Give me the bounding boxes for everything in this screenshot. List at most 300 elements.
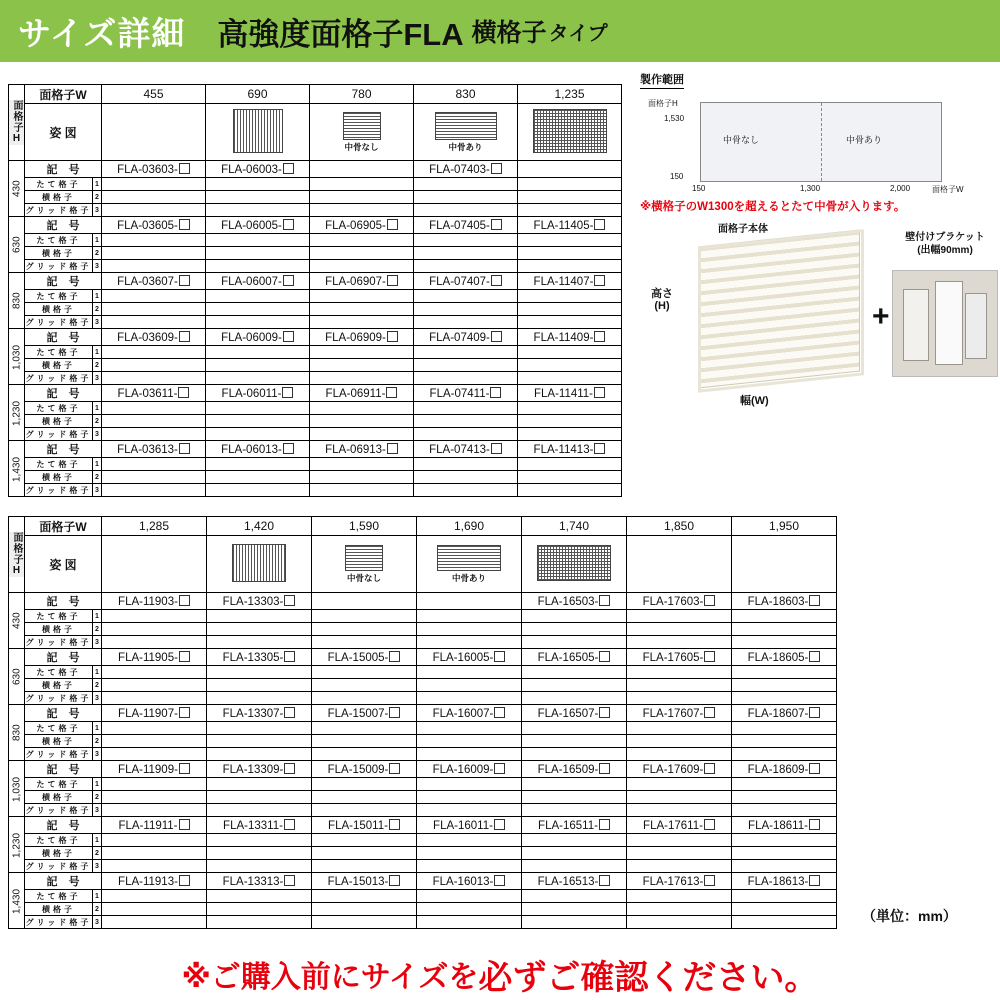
range-zone-left-label: 中骨なし [723, 135, 760, 145]
sub-label-1-grid: グリッド格子 [25, 261, 92, 271]
blank-cell-0-2-3 [414, 204, 518, 217]
blank-cell-0-0-2 [312, 610, 417, 623]
height-label-4: 1,230 [9, 817, 25, 873]
blank-cell-3-0-4 [522, 778, 627, 791]
blank-cell-4-2-4 [518, 428, 622, 441]
code-cell-4-3: FLA-07411- [414, 385, 518, 402]
blank-cell-3-1-4 [518, 359, 622, 372]
blank-cell-0-1-4 [522, 623, 627, 636]
blank-cell-3-0-3 [414, 346, 518, 359]
sub-label-5-tate: たて格子 [25, 458, 93, 471]
code-cell-4-4: FLA-16511- [522, 817, 627, 834]
blank-cell-2-1-0 [102, 735, 207, 748]
blank-cell-5-1-0 [102, 471, 206, 484]
kigou-label-3: 記 号 [25, 761, 102, 778]
code-cell-5-6: FLA-18613- [732, 873, 837, 890]
blank-cell-3-0-5 [627, 778, 732, 791]
code-cell-3-2: FLA-06909- [310, 329, 414, 346]
sub-label-4-tate: たて格子 [25, 834, 93, 847]
purchase-warning-main: 必ずご確認ください。 [478, 958, 819, 997]
page-header [0, 0, 1000, 62]
blank-cell-0-1-4 [518, 191, 622, 204]
sub-label-3-grid: グリッド格子 [25, 373, 92, 383]
blank-cell-5-2-3 [414, 484, 518, 497]
blank-cell-0-1-1 [206, 191, 310, 204]
code-cell-3-0: FLA-11909- [102, 761, 207, 778]
blank-cell-5-1-1 [206, 471, 310, 484]
blank-cell-4-1-1 [206, 415, 310, 428]
blank-cell-2-0-1 [207, 722, 312, 735]
code-cell-0-4: FLA-16503- [522, 593, 627, 610]
sub-num-5-tate: 1 [93, 890, 102, 903]
blank-cell-1-1-6 [732, 679, 837, 692]
kigou-label-5: 記 号 [25, 441, 102, 458]
blank-cell-2-1-4 [518, 303, 622, 316]
blank-cell-2-0-0 [102, 290, 206, 303]
sub-num-1-tate: 1 [93, 666, 102, 679]
sugata-cell-6 [732, 536, 837, 593]
height-label-5: 1,430 [9, 873, 25, 929]
sub-label-5-yoko: 横格子 [25, 903, 93, 916]
purchase-warning [0, 948, 1000, 1000]
blank-cell-4-2-3 [414, 428, 518, 441]
blank-cell-4-0-0 [102, 834, 207, 847]
pattern-swatch-3 [414, 112, 517, 152]
blank-cell-3-1-1 [207, 791, 312, 804]
code-cell-2-2: FLA-06907- [310, 273, 414, 290]
blank-cell-3-2-1 [206, 372, 310, 385]
blank-cell-5-1-0 [102, 903, 207, 916]
height-label-3: 1,030 [9, 329, 25, 385]
blank-cell-2-1-1 [206, 303, 310, 316]
blank-cell-2-2-3 [417, 748, 522, 761]
w-header-label: 面格子W [25, 85, 102, 104]
blank-cell-3-1-4 [522, 791, 627, 804]
blank-cell-1-0-2 [310, 234, 414, 247]
width-header-1: 1,420 [207, 517, 312, 536]
blank-cell-4-1-5 [627, 847, 732, 860]
blank-cell-0-2-4 [522, 636, 627, 649]
h-corner-label: 面格子H [9, 517, 25, 593]
blank-cell-3-2-4 [522, 804, 627, 817]
grille-frame [698, 229, 864, 392]
width-header-4: 1,235 [518, 85, 622, 104]
blank-cell-0-1-6 [732, 623, 837, 636]
code-cell-5-4: FLA-16513- [522, 873, 627, 890]
blank-cell-5-1-2 [312, 903, 417, 916]
blank-cell-4-2-0 [102, 860, 207, 873]
blank-cell-3-1-6 [732, 791, 837, 804]
kigou-label-1: 記 号 [25, 649, 102, 666]
code-cell-1-5: FLA-17605- [627, 649, 732, 666]
blank-cell-5-1-5 [627, 903, 732, 916]
blank-cell-3-1-1 [206, 359, 310, 372]
blank-cell-0-1-0 [102, 623, 207, 636]
range-divider [821, 103, 822, 181]
blank-cell-1-2-4 [518, 260, 622, 273]
code-cell-0-3: FLA-07403- [414, 161, 518, 178]
blank-cell-4-0-1 [207, 834, 312, 847]
blank-cell-0-2-2 [312, 636, 417, 649]
blank-cell-3-0-1 [207, 778, 312, 791]
code-cell-1-4: FLA-16505- [522, 649, 627, 666]
code-cell-4-0: FLA-03611- [102, 385, 206, 402]
blank-cell-2-1-5 [627, 735, 732, 748]
blank-cell-3-0-0 [102, 346, 206, 359]
blank-cell-1-0-3 [417, 666, 522, 679]
code-cell-5-4: FLA-11413- [518, 441, 622, 458]
code-cell-2-0: FLA-03607- [102, 273, 206, 290]
height-label-3: 1,030 [9, 761, 25, 817]
blank-cell-2-0-2 [310, 290, 414, 303]
blank-cell-4-0-4 [518, 402, 622, 415]
blank-cell-0-1-0 [102, 191, 206, 204]
code-cell-0-6: FLA-18603- [732, 593, 837, 610]
blank-cell-0-1-3 [417, 623, 522, 636]
blank-cell-2-0-5 [627, 722, 732, 735]
blank-cell-0-0-4 [518, 178, 622, 191]
blank-cell-3-1-2 [310, 359, 414, 372]
sub-num-1-grid: 3 [93, 692, 102, 705]
blank-cell-1-2-3 [414, 260, 518, 273]
code-cell-1-2: FLA-15005- [312, 649, 417, 666]
code-cell-0-1: FLA-13303- [207, 593, 312, 610]
code-cell-3-0: FLA-03609- [102, 329, 206, 346]
sub-num-4-yoko: 2 [93, 415, 102, 428]
blank-cell-5-2-0 [102, 484, 206, 497]
code-cell-2-4: FLA-11407- [518, 273, 622, 290]
sub-label-2-tate: たて格子 [25, 722, 93, 735]
width-header-5: 1,850 [627, 517, 732, 536]
sub-label-3-yoko: 横格子 [25, 791, 93, 804]
code-cell-5-5: FLA-17613- [627, 873, 732, 890]
sub-label-2-yoko: 横格子 [25, 303, 93, 316]
code-cell-4-4: FLA-11411- [518, 385, 622, 402]
blank-cell-4-0-2 [312, 834, 417, 847]
sub-num-2-tate: 1 [93, 722, 102, 735]
code-cell-2-3: FLA-07407- [414, 273, 518, 290]
code-cell-0-0: FLA-03603- [102, 161, 206, 178]
blank-cell-2-1-0 [102, 303, 206, 316]
blank-cell-5-0-4 [522, 890, 627, 903]
code-cell-5-0: FLA-11913- [102, 873, 207, 890]
blank-cell-5-0-2 [310, 458, 414, 471]
blank-cell-2-2-4 [522, 748, 627, 761]
height-label-2: 830 [9, 705, 25, 761]
blank-cell-3-1-0 [102, 359, 206, 372]
width-header-2: 780 [310, 85, 414, 104]
sub-label-4-yoko: 横格子 [25, 415, 93, 428]
blank-cell-4-0-2 [310, 402, 414, 415]
blank-cell-1-2-2 [310, 260, 414, 273]
blank-cell-1-0-6 [732, 666, 837, 679]
diagram-h-axis-label: 面格子H [648, 99, 678, 108]
sugata-cell-2 [310, 104, 414, 161]
sub-label-2-grid: グリッド格子 [25, 317, 92, 327]
swatch-caption-3: 中骨あり [448, 142, 483, 153]
sub-label-0-grid: グリッド格子 [25, 205, 92, 215]
sugata-cell-4 [518, 104, 622, 161]
code-cell-3-3: FLA-07409- [414, 329, 518, 346]
blank-cell-0-1-2 [310, 191, 414, 204]
blank-cell-2-0-3 [417, 722, 522, 735]
code-cell-0-2 [310, 161, 414, 178]
height-label-0: 430 [9, 593, 25, 649]
code-cell-0-1: FLA-06003- [206, 161, 310, 178]
pattern-swatch-1 [207, 544, 311, 584]
code-cell-0-5: FLA-17603- [627, 593, 732, 610]
pattern-swatch-4 [518, 109, 621, 155]
blank-cell-2-2-0 [102, 748, 207, 761]
blank-cell-4-0-1 [206, 402, 310, 415]
w-header-label: 面格子W [25, 517, 102, 536]
sub-label-1-tate: たて格子 [25, 666, 93, 679]
sub-num-1-yoko: 2 [93, 679, 102, 692]
sugata-cell-3 [414, 104, 518, 161]
blank-cell-1-2-2 [312, 692, 417, 705]
blank-cell-0-2-3 [417, 636, 522, 649]
blank-cell-2-2-2 [312, 748, 417, 761]
production-range-title: 製作範囲 [640, 71, 684, 89]
code-cell-3-5: FLA-17609- [627, 761, 732, 778]
blank-cell-2-0-0 [102, 722, 207, 735]
sub-num-5-tate: 1 [93, 458, 102, 471]
dimension-height-label: 高さ (H) [651, 288, 673, 313]
blank-cell-1-2-0 [102, 692, 207, 705]
code-cell-3-6: FLA-18609- [732, 761, 837, 778]
plus-sign: + [872, 300, 890, 333]
blank-cell-4-2-1 [207, 860, 312, 873]
code-cell-1-2: FLA-06905- [310, 217, 414, 234]
code-cell-4-2: FLA-06911- [310, 385, 414, 402]
blank-cell-5-0-3 [414, 458, 518, 471]
blank-cell-0-0-3 [414, 178, 518, 191]
code-cell-2-3: FLA-16007- [417, 705, 522, 722]
blank-cell-0-2-4 [518, 204, 622, 217]
blank-cell-2-1-3 [417, 735, 522, 748]
code-cell-2-1: FLA-06007- [206, 273, 310, 290]
sub-num-2-grid: 3 [93, 316, 102, 329]
sub-num-2-yoko: 2 [93, 303, 102, 316]
blank-cell-1-1-2 [312, 679, 417, 692]
sub-num-1-yoko: 2 [93, 247, 102, 260]
blank-cell-0-2-5 [627, 636, 732, 649]
sub-num-3-grid: 3 [93, 804, 102, 817]
blank-cell-5-1-1 [207, 903, 312, 916]
blank-cell-1-1-3 [414, 247, 518, 260]
code-cell-1-1: FLA-06005- [206, 217, 310, 234]
sugata-label: 姿 図 [25, 536, 102, 593]
blank-cell-1-2-4 [522, 692, 627, 705]
bracket-photo [892, 270, 998, 377]
sugata-cell-0 [102, 536, 207, 593]
blank-cell-3-0-2 [312, 778, 417, 791]
blank-cell-1-1-4 [518, 247, 622, 260]
blank-cell-5-2-1 [207, 916, 312, 929]
blank-cell-5-2-4 [518, 484, 622, 497]
blank-cell-2-2-2 [310, 316, 414, 329]
blank-cell-4-0-4 [522, 834, 627, 847]
sub-num-0-grid: 3 [93, 204, 102, 217]
diagram-w-tick-1: 1,300 [800, 184, 821, 193]
blank-cell-0-0-4 [522, 610, 627, 623]
blank-cell-3-1-0 [102, 791, 207, 804]
blank-cell-2-2-0 [102, 316, 206, 329]
sugata-cell-1 [206, 104, 310, 161]
blank-cell-1-1-5 [627, 679, 732, 692]
blank-cell-5-0-6 [732, 890, 837, 903]
blank-cell-5-2-4 [522, 916, 627, 929]
blank-cell-0-1-1 [207, 623, 312, 636]
blank-cell-0-0-1 [207, 610, 312, 623]
pattern-swatch-1 [206, 109, 309, 155]
sub-num-3-yoko: 2 [93, 359, 102, 372]
blank-cell-3-0-2 [310, 346, 414, 359]
blank-cell-3-2-0 [102, 804, 207, 817]
blank-cell-1-0-4 [518, 234, 622, 247]
code-cell-5-3: FLA-16013- [417, 873, 522, 890]
blank-cell-1-1-0 [102, 679, 207, 692]
pattern-swatch-3 [417, 545, 521, 583]
bracket-caption: 壁付けブラケット (出幅90mm) [905, 232, 985, 256]
blank-cell-1-0-2 [312, 666, 417, 679]
swatch-caption-2: 中骨なし [344, 142, 379, 153]
blank-cell-4-1-3 [417, 847, 522, 860]
swatch-caption-3: 中骨あり [451, 573, 486, 584]
blank-cell-3-0-3 [417, 778, 522, 791]
blank-cell-0-2-0 [102, 636, 207, 649]
blank-cell-5-1-6 [732, 903, 837, 916]
blank-cell-3-2-2 [312, 804, 417, 817]
code-cell-2-1: FLA-13307- [207, 705, 312, 722]
height-label-5: 1,430 [9, 441, 25, 497]
blank-cell-5-0-3 [417, 890, 522, 903]
blank-cell-0-2-1 [207, 636, 312, 649]
code-cell-4-6: FLA-18611- [732, 817, 837, 834]
width-header-4: 1,740 [522, 517, 627, 536]
code-cell-3-1: FLA-13309- [207, 761, 312, 778]
sub-num-3-grid: 3 [93, 372, 102, 385]
height-label-0: 430 [9, 161, 25, 217]
blank-cell-4-0-6 [732, 834, 837, 847]
code-cell-2-4: FLA-16507- [522, 705, 627, 722]
purchase-warning-pre: ※ご購入前にサイズを [181, 961, 479, 994]
sub-num-5-yoko: 2 [93, 903, 102, 916]
blank-cell-1-0-4 [522, 666, 627, 679]
blank-cell-3-2-2 [310, 372, 414, 385]
height-label-1: 630 [9, 217, 25, 273]
blank-cell-1-2-0 [102, 260, 206, 273]
blank-cell-4-1-4 [522, 847, 627, 860]
sugata-cell-5 [627, 536, 732, 593]
swatch-caption-2: 中骨なし [346, 573, 381, 584]
sub-num-0-tate: 1 [93, 610, 102, 623]
blank-cell-5-2-2 [312, 916, 417, 929]
blank-cell-1-0-1 [206, 234, 310, 247]
blank-cell-5-2-6 [732, 916, 837, 929]
blank-cell-2-1-2 [312, 735, 417, 748]
width-header-1: 690 [206, 85, 310, 104]
sugata-cell-0 [102, 104, 206, 161]
sub-num-3-yoko: 2 [93, 791, 102, 804]
sub-label-0-yoko: 横格子 [25, 623, 93, 636]
blank-cell-2-2-1 [207, 748, 312, 761]
sub-num-5-grid: 3 [93, 916, 102, 929]
blank-cell-5-0-1 [206, 458, 310, 471]
sugata-cell-3 [417, 536, 522, 593]
code-cell-4-2: FLA-15011- [312, 817, 417, 834]
blank-cell-1-1-0 [102, 247, 206, 260]
code-cell-2-2: FLA-15007- [312, 705, 417, 722]
sub-label-4-tate: たて格子 [25, 402, 93, 415]
blank-cell-1-1-4 [522, 679, 627, 692]
blank-cell-1-0-0 [102, 234, 206, 247]
blank-cell-3-2-0 [102, 372, 206, 385]
diagram-w-axis-label: 面格子W [932, 185, 964, 194]
size-table-1 [8, 84, 622, 497]
blank-cell-1-2-6 [732, 692, 837, 705]
blank-cell-4-1-4 [518, 415, 622, 428]
blank-cell-3-2-3 [414, 372, 518, 385]
sub-num-4-yoko: 2 [93, 847, 102, 860]
width-header-2: 1,590 [312, 517, 417, 536]
blank-cell-1-2-1 [207, 692, 312, 705]
sub-num-2-grid: 3 [93, 748, 102, 761]
blank-cell-2-1-1 [207, 735, 312, 748]
code-cell-3-3: FLA-16009- [417, 761, 522, 778]
blank-cell-4-2-3 [417, 860, 522, 873]
sub-num-1-grid: 3 [93, 260, 102, 273]
height-label-4: 1,230 [9, 385, 25, 441]
blank-cell-5-2-0 [102, 916, 207, 929]
sub-label-2-yoko: 横格子 [25, 735, 93, 748]
blank-cell-4-1-3 [414, 415, 518, 428]
code-cell-4-5: FLA-17611- [627, 817, 732, 834]
code-cell-0-4 [518, 161, 622, 178]
sub-label-1-yoko: 横格子 [25, 247, 93, 260]
code-cell-5-2: FLA-06913- [310, 441, 414, 458]
code-cell-0-0: FLA-11903- [102, 593, 207, 610]
blank-cell-0-0-3 [417, 610, 522, 623]
blank-cell-2-1-2 [310, 303, 414, 316]
kigou-label-5: 記 号 [25, 873, 102, 890]
blank-cell-5-1-4 [522, 903, 627, 916]
blank-cell-0-0-1 [206, 178, 310, 191]
diagram-w-tick-0: 150 [692, 184, 706, 193]
blank-cell-1-0-3 [414, 234, 518, 247]
code-cell-1-0: FLA-03605- [102, 217, 206, 234]
sub-num-2-tate: 1 [93, 290, 102, 303]
blank-cell-4-2-6 [732, 860, 837, 873]
header-product-name: 高強度面格子FLA [217, 16, 464, 52]
kigou-label-0: 記 号 [25, 161, 102, 178]
blank-cell-0-1-3 [414, 191, 518, 204]
blank-cell-2-1-3 [414, 303, 518, 316]
blank-cell-0-2-6 [732, 636, 837, 649]
blank-cell-3-2-3 [417, 804, 522, 817]
blank-cell-4-1-0 [102, 415, 206, 428]
blank-cell-3-0-6 [732, 778, 837, 791]
blank-cell-5-0-2 [312, 890, 417, 903]
sub-num-4-grid: 3 [93, 428, 102, 441]
blank-cell-4-2-4 [522, 860, 627, 873]
code-cell-1-3: FLA-07405- [414, 217, 518, 234]
sub-label-0-tate: たて格子 [25, 178, 93, 191]
blank-cell-0-1-2 [312, 623, 417, 636]
blank-cell-2-1-4 [522, 735, 627, 748]
blank-cell-3-0-4 [518, 346, 622, 359]
width-header-0: 1,285 [102, 517, 207, 536]
